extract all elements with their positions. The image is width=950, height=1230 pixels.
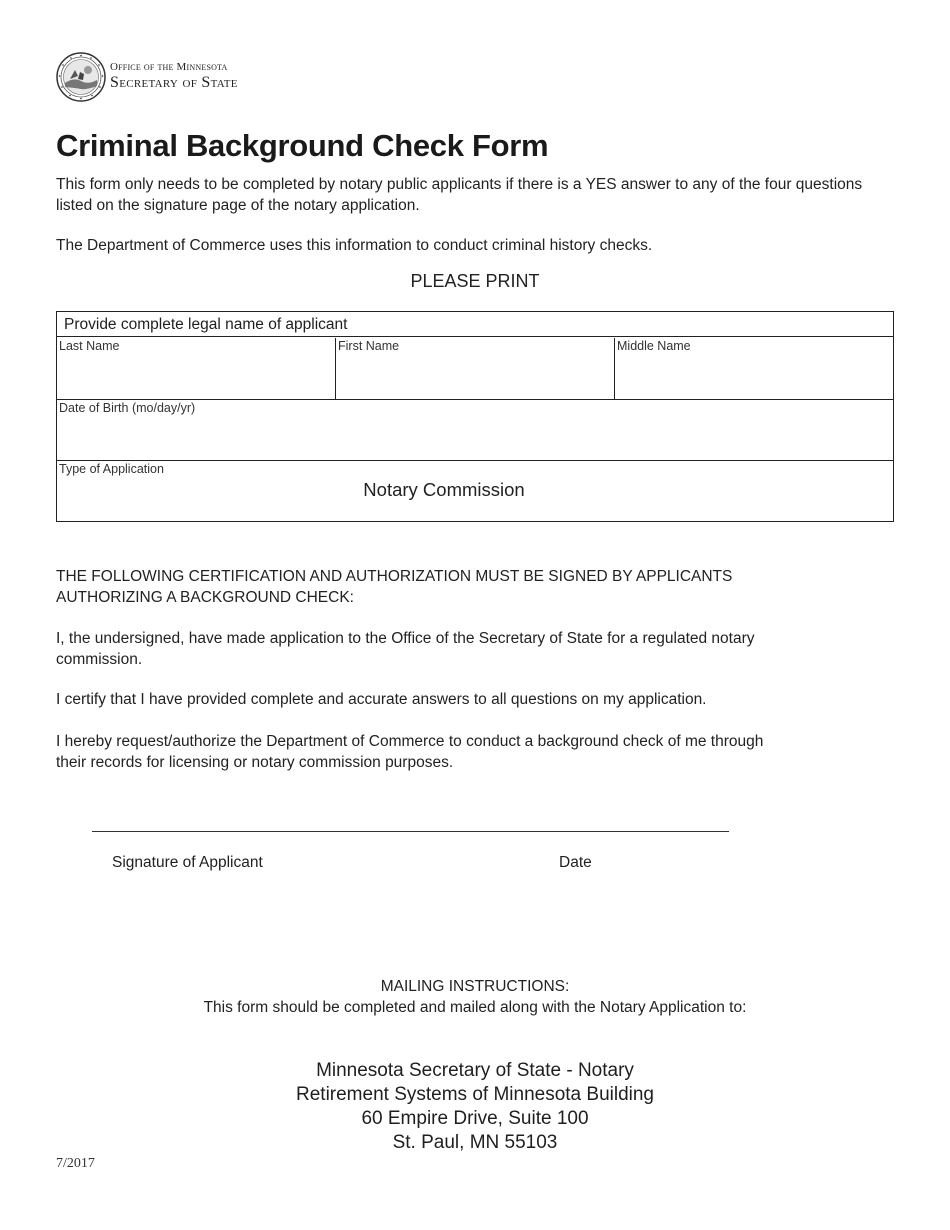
middle-name-field[interactable]: [615, 338, 893, 399]
page-title: Criminal Background Check Form: [56, 128, 549, 163]
date-label: Date: [559, 854, 592, 871]
mailing-address: [0, 1059, 950, 1155]
certification-heading: THE FOLLOWING CERTIFICATION AND AUTHORIZATION MUST BE SIGNED BY APPLICANTS AUTHORIZING A BACKGROUND CHECK:: [56, 568, 733, 606]
address-line: 60 Empire Drive, Suite 100: [361, 1108, 589, 1129]
office-line2: Secretary of State: [110, 74, 238, 91]
office-line1: Office of the Minnesota: [110, 61, 228, 73]
please-print-label: PLEASE PRINT: [410, 271, 540, 291]
address-line: St. Paul, MN 55103: [392, 1132, 558, 1153]
certification-paragraph-2: I certify that I have provided complete and accurate answers to all questions on my application.: [56, 691, 707, 708]
revision-date: 7/2017: [56, 1156, 95, 1171]
date-of-birth-field[interactable]: [57, 400, 893, 461]
certification-paragraph-1: I, the undersigned, have made application to the Office of the Secretary of State for a regulated notary commission.: [56, 630, 755, 668]
middle-name-label: Middle Name: [617, 339, 691, 353]
address-line: Minnesota Secretary of State - Notary: [316, 1060, 634, 1081]
address-line: Retirement Systems of Minnesota Building: [296, 1084, 654, 1105]
first-name-field[interactable]: [336, 338, 615, 399]
signature-line[interactable]: [92, 831, 729, 832]
application-type-value: Notary Commission: [363, 479, 525, 500]
first-name-label: First Name: [338, 339, 400, 353]
mailing-instructions: This form should be completed and mailed along with the Notary Application to:: [203, 999, 747, 1016]
name-row: [57, 338, 893, 400]
state-seal-icon: [56, 52, 106, 102]
intro-paragraph-2: The Department of Commerce uses this information to conduct criminal history checks.: [56, 237, 653, 254]
mailing-heading: MAILING INSTRUCTIONS:: [380, 978, 570, 995]
form-heading: Provide complete legal name of applicant: [57, 312, 893, 337]
intro-paragraph-1: This form only needs to be completed by notary public applicants if there is a YES answer to any of the four questions listed on the signature page of the notary application.: [56, 176, 863, 214]
certification-paragraph-3: I hereby request/authorize the Department of Commerce to conduct a background check of me through their records for licensing or notary commission purposes.: [56, 733, 764, 771]
signature-label: Signature of Applicant: [112, 854, 263, 871]
applicant-form: [56, 311, 894, 522]
date-of-birth-label: Date of Birth (mo/day/yr): [59, 401, 196, 415]
last-name-label: Last Name: [59, 339, 120, 353]
application-type-label: Type of Application: [59, 462, 164, 476]
last-name-field[interactable]: [57, 338, 336, 399]
application-type-field: [57, 461, 893, 521]
